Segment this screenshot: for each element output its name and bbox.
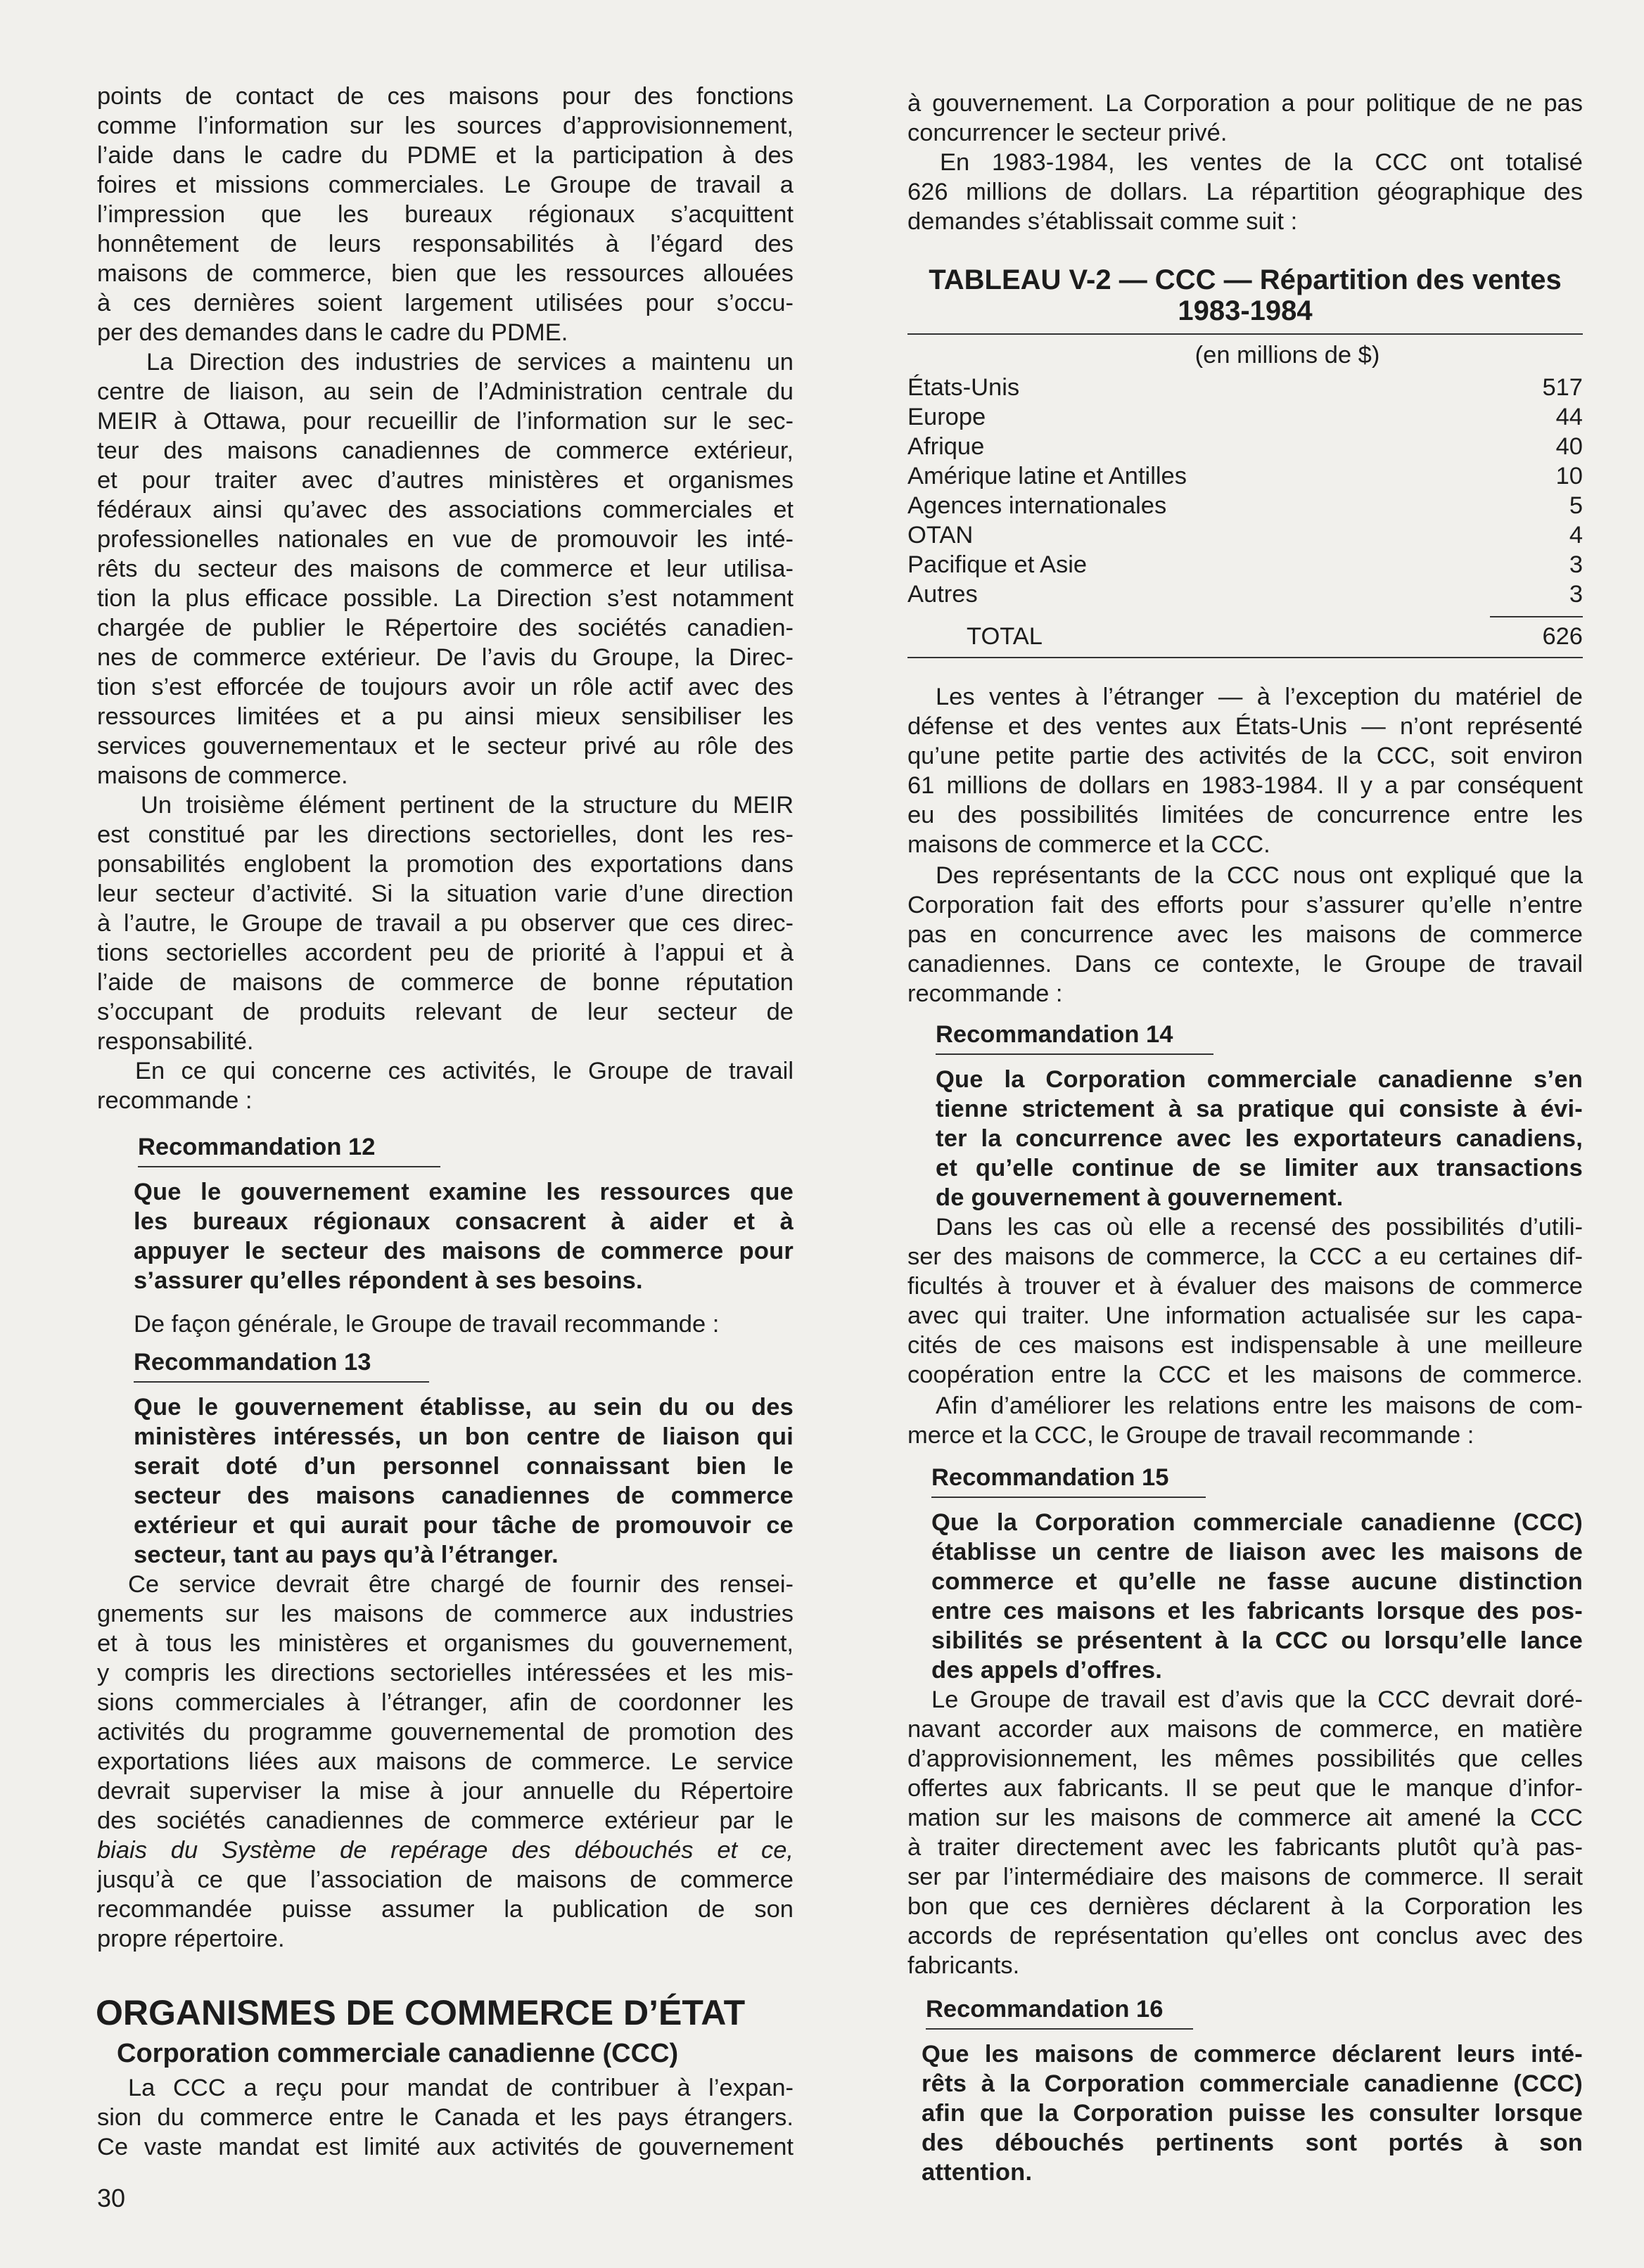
table-region: États-Unis (907, 374, 1020, 401)
table-region: Afrique (907, 433, 985, 460)
recommendation-text-line: afin que la Corporation puisse les consulter lorsque (922, 2100, 1583, 2127)
body-text-line: d’approvisionnement, les mêmes possibilités que celles (907, 1745, 1583, 1772)
recommendation-text-line: ministères intéressés, un bon centre de liaison qui (134, 1423, 794, 1450)
body-text-line: La Direction des industries de services a maintenu un (146, 349, 794, 376)
body-text-line: bon que ces dernières déclarent à la Corporation les (907, 1893, 1583, 1920)
body-text-line: tion la plus efficace possible. La Direction s’est notamment (97, 585, 794, 612)
body-text-line: gnements sur les maisons de commerce aux industries (97, 1601, 794, 1627)
body-text-line: rêts du secteur des maisons de commerce et leur utilisa- (97, 556, 794, 582)
body-text-line: sion du commerce entre le Canada et les pays étrangers. (97, 2104, 794, 2131)
table-value: 3 (1569, 581, 1583, 608)
recommendation-text-line: extérieur et qui aurait pour tâche de promouvoir ce (134, 1512, 794, 1539)
table-value: 44 (1555, 404, 1583, 430)
body-text-line: 61 millions de dollars en 1983-1984. Il y a par conséquent (907, 772, 1583, 799)
body-text-line: services gouvernementaux et le secteur privé au rôle des (97, 733, 794, 760)
body-text-line: nes de commerce extérieur. De l’avis du Groupe, la Direc- (97, 644, 794, 671)
body-text-line: concurrencer le secteur privé. (907, 120, 1228, 146)
body-text-line: maisons de commerce et la CCC. (907, 831, 1270, 858)
body-text-line: professionelles nationales en vue de promouvoir les inté- (97, 526, 794, 553)
body-text-line: En ce qui concerne ces activités, le Groupe de travail (135, 1058, 794, 1084)
body-text-line: per des demandes dans le cadre du PDME. (97, 319, 568, 346)
body-text-line: activités du programme gouvernemental de promotion des (97, 1719, 794, 1745)
table-value: 40 (1555, 433, 1583, 460)
body-text-line: Afin d’améliorer les relations entre les maisons de com- (936, 1392, 1583, 1419)
recommendation-text-line: des débouchés pertinents sont portés à son (922, 2129, 1583, 2156)
recommendation-text-line: ter la concurrence avec les exportateurs canadiens, (936, 1125, 1583, 1152)
body-text-line: Ce vaste mandat est limité aux activités de gouvernement (97, 2134, 794, 2160)
body-text-line: devrait superviser la mise à jour annuelle du Répertoire (97, 1778, 794, 1805)
recommendation-text-line: attention. (922, 2159, 1033, 2186)
body-text-line: centre de liaison, au sein de l’Administration centrale du (97, 378, 794, 405)
table-row (907, 461, 1583, 491)
table-region: Amérique latine et Antilles (907, 463, 1187, 489)
body-text-line: offertes aux fabricants. Il se peut que le manque d’infor- (907, 1775, 1583, 1802)
recommendation-text-line: et qu’elle continue de se limiter aux transactions (936, 1155, 1583, 1181)
body-text-line: La CCC a reçu pour mandat de contribuer à l’expan- (128, 2075, 794, 2101)
body-text-line: comme l’information sur les sources d’approvisionnement, (97, 113, 794, 139)
section-heading: ORGANISMES DE COMMERCE D’ÉTAT (96, 1993, 746, 2032)
body-text-line: maisons de commerce. (97, 762, 348, 789)
table-bottom-rule (907, 657, 1583, 658)
recommendation-text-line: serait doté d’un personnel connaissant bien le (134, 1453, 794, 1480)
table-title-year: 1983-1984 (1178, 295, 1313, 326)
table-total-rule (1490, 616, 1583, 617)
table-value: 10 (1555, 463, 1583, 489)
recommendation-text-line: secteur, tant au pays qu’à l’étranger. (134, 1542, 559, 1568)
recommendation-text-line: Que le gouvernement examine les ressources que (134, 1179, 794, 1205)
page-number: 30 (97, 2184, 126, 2212)
body-text-line: 626 millions de dollars. La répartition géographique des (907, 179, 1583, 205)
body-text-line: points de contact de ces maisons pour des fonctions (97, 83, 794, 110)
body-text-line: biais du Système de repérage des débouchés et ce, (97, 1837, 794, 1864)
body-text-line: l’aide de maisons de commerce de bonne réputation (97, 969, 794, 996)
body-text-line: accords de représentation qu’elles ont conclus avec des (907, 1923, 1583, 1949)
recommendation-text-line: rêts à la Corporation commerciale canadienne (CCC) (922, 2070, 1583, 2097)
table-row (907, 402, 1583, 432)
table-value: 5 (1569, 492, 1583, 519)
body-text-line: MEIR à Ottawa, pour recueillir de l’information sur le sec- (97, 408, 794, 435)
body-text-line: jusqu’à ce que l’association de maisons de commerce (97, 1866, 794, 1893)
body-text-line: recommande : (907, 980, 1063, 1007)
body-text-line: mation sur les maisons de commerce ait amené la CCC (907, 1805, 1583, 1831)
recommendation-text-line: tienne strictement à sa pratique qui consiste à évi- (936, 1096, 1583, 1122)
body-text-line: maisons de commerce, bien que les ressources allouées (97, 260, 794, 287)
table-total-value: 626 (1542, 623, 1583, 650)
body-text-line: sions commerciales à l’étranger, afin de coordonner les (97, 1689, 794, 1716)
recommendation-text-line: Que la Corporation commerciale canadienne (CCC) (931, 1509, 1583, 1536)
table-value: 517 (1542, 374, 1583, 401)
body-text-line: cités de ces maisons est indispensable à une meilleure (907, 1332, 1583, 1359)
body-text-line: à ces dernières soient largement utilisées pour s’occu- (97, 290, 794, 316)
table-row (907, 373, 1583, 402)
body-text-line: à gouvernement. La Corporation a pour politique de ne pas (907, 90, 1583, 117)
table-region: OTAN (907, 522, 974, 549)
body-text-line: tions sectorielles accordent peu de priorité à l’appui et à (97, 940, 794, 966)
table-region: Agences internationales (907, 492, 1167, 519)
table-top-rule (907, 333, 1583, 335)
body-text-line: responsabilité. (97, 1028, 254, 1055)
recommendation-15-heading: Recommandation 15 (931, 1463, 1206, 1498)
recommendation-text-line: Que la Corporation commerciale canadienne s’en (936, 1066, 1583, 1093)
recommendation-text-line: secteur des maisons canadiennes de commerce (134, 1482, 794, 1509)
body-text-line: à l’autre, le Groupe de travail a pu observer que ces direc- (97, 910, 794, 937)
body-text-line: propre répertoire. (97, 1926, 285, 1952)
body-text-line: Les ventes à l’étranger — à l’exception du matériel de (936, 684, 1583, 710)
body-text-line: teur des maisons canadiennes de commerce extérieur, (97, 437, 794, 464)
recommendation-text-line: commerce et qu’elle ne fasse aucune distinction (931, 1568, 1583, 1595)
body-text-line: l’impression que les bureaux régionaux s’acquittent (97, 201, 794, 228)
body-text-line: à traiter directement avec les fabricants plutôt qu’à pas- (907, 1834, 1583, 1861)
subsection-heading: Corporation commerciale canadienne (CCC) (117, 2039, 679, 2068)
body-text-line: recommandée puisse assumer la publication de son (97, 1896, 794, 1923)
table-row (907, 579, 1583, 609)
table-row (907, 550, 1583, 579)
body-text-line: De façon générale, le Groupe de travail recommande : (134, 1311, 720, 1338)
recommendation-text-line: appuyer le secteur des maisons de commerce pour (134, 1238, 794, 1264)
table-row (907, 432, 1583, 461)
table-region: Autres (907, 581, 978, 608)
recommendation-text-line: Que le gouvernement établisse, au sein du ou des (134, 1394, 794, 1421)
recommendation-text-line: établisse un centre de liaison avec les maisons de (931, 1539, 1583, 1565)
body-text-line: exportations liées aux maisons de commerce. Le service (97, 1748, 794, 1775)
recommendation-text-line: des appels d’offres. (931, 1657, 1163, 1684)
table-row (907, 520, 1583, 550)
body-text-line: fabricants. (907, 1952, 1020, 1979)
body-text-line: chargée de publier le Répertoire des sociétés canadien- (97, 615, 794, 641)
body-text-line: eu des possibilités limitées de concurrence entre les (907, 802, 1583, 828)
body-text-line: ponsabilités englobent la promotion des exportations dans (97, 851, 794, 878)
body-text-line: ressources limitées et a pu ainsi mieux sensibiliser les (97, 703, 794, 730)
table-value: 3 (1569, 551, 1583, 578)
table-region: Pacifique et Asie (907, 551, 1088, 578)
body-text-line: foires et missions commerciales. Le Groupe de travail a (97, 172, 794, 198)
body-text-line: Corporation fait des efforts pour s’assurer qu’elle n’entre (907, 892, 1583, 918)
body-text-line: des sociétés canadiennes de commerce extérieur par le (97, 1807, 794, 1834)
body-text-line: navant accorder aux maisons de commerce, en matière (907, 1716, 1583, 1743)
body-text-line: l’aide dans le cadre du PDME et la participation à des (97, 142, 794, 169)
body-text-line: Des représentants de la CCC nous ont expliqué que la (936, 862, 1583, 889)
recommendation-text-line: les bureaux régionaux consacrent à aider et à (134, 1208, 794, 1235)
body-text-line: ficultés à trouver et à évaluer des maisons de commerce (907, 1273, 1583, 1300)
body-text-line: défense et des ventes aux États-Unis — n’ont représenté (907, 713, 1583, 740)
body-text-line: avec qui traiter. Une information actualisée sur les capa- (907, 1302, 1583, 1329)
recommendation-16-heading: Recommandation 16 (926, 1994, 1193, 2030)
body-text-line: Un troisième élément pertinent de la structure du MEIR (141, 792, 794, 819)
recommendation-text-line: sibilités se présentent à la CCC ou lorsqu’elle lance (931, 1627, 1583, 1654)
body-text-line: qu’une petite partie des activités de la CCC, soit environ (907, 743, 1583, 769)
body-text-line: y compris les directions sectorielles intéressées et les mis- (97, 1660, 794, 1686)
table-total-label: TOTAL (967, 623, 1043, 650)
body-text-line: En 1983-1984, les ventes de la CCC ont totalisé (940, 149, 1583, 176)
body-text-line: ser par l’intermédiaire des maisons de commerce. Il serait (907, 1864, 1583, 1890)
recommendation-text-line: s’assurer qu’elles répondent à ses besoins. (134, 1267, 643, 1294)
table-total-row (907, 622, 1583, 651)
recommendation-13-heading: Recommandation 13 (134, 1347, 429, 1383)
body-text-line: et à tous les ministères et organismes du gouvernement, (97, 1630, 794, 1657)
body-text-line: demandes s’établissait comme suit : (907, 208, 1298, 235)
body-text-line: coopération entre la CCC et les maisons de commerce. (907, 1362, 1583, 1388)
recommendation-12-heading: Recommandation 12 (138, 1132, 440, 1167)
table-region: Europe (907, 404, 986, 430)
body-text-line: canadiennes. Dans ce contexte, le Groupe de travail (907, 951, 1583, 978)
body-text-line: Dans les cas où elle a recensé des possibilités d’utili- (936, 1214, 1583, 1241)
table-title: TABLEAU V-2 — CCC — Répartition des ventes (929, 264, 1562, 295)
recommendation-text-line: entre ces maisons et les fabricants lorsque des pos- (931, 1598, 1583, 1625)
table-units: (en millions de $) (1194, 342, 1380, 369)
body-text-line: ser des maisons de commerce, la CCC a eu certaines dif- (907, 1243, 1583, 1270)
body-text-line: leur secteur d’activité. Si la situation varie d’une direction (97, 880, 794, 907)
body-text-line: s’occupant de produits relevant de leur secteur de (97, 999, 794, 1025)
recommendation-text-line: de gouvernement à gouvernement. (936, 1184, 1344, 1211)
body-text-line: et pour traiter avec d’autres ministères et organismes (97, 467, 794, 494)
table-value: 4 (1569, 522, 1583, 549)
recommendation-text-line: Que les maisons de commerce déclarent leurs inté- (922, 2041, 1583, 2068)
body-text-line: Ce service devrait être chargé de fournir des rensei- (128, 1571, 794, 1598)
body-text-line: tion s’est efforcée de toujours avoir un rôle actif avec des (97, 674, 794, 700)
body-text-line: est constitué par les directions sectorielles, dont les res- (97, 821, 794, 848)
body-text-line: Le Groupe de travail est d’avis que la CCC devrait doré- (931, 1686, 1583, 1713)
body-text-line: fédéraux ainsi qu’avec des associations commerciales et (97, 496, 794, 523)
recommendation-14-heading: Recommandation 14 (936, 1020, 1213, 1055)
table-row (907, 491, 1583, 520)
body-text-line: honnêtement de leurs responsabilités à l’égard des (97, 231, 794, 257)
body-text-line: merce et la CCC, le Groupe de travail recommande : (907, 1422, 1474, 1449)
body-text-line: pas en concurrence avec les maisons de commerce (907, 921, 1583, 948)
body-text-line: recommande : (97, 1087, 253, 1114)
